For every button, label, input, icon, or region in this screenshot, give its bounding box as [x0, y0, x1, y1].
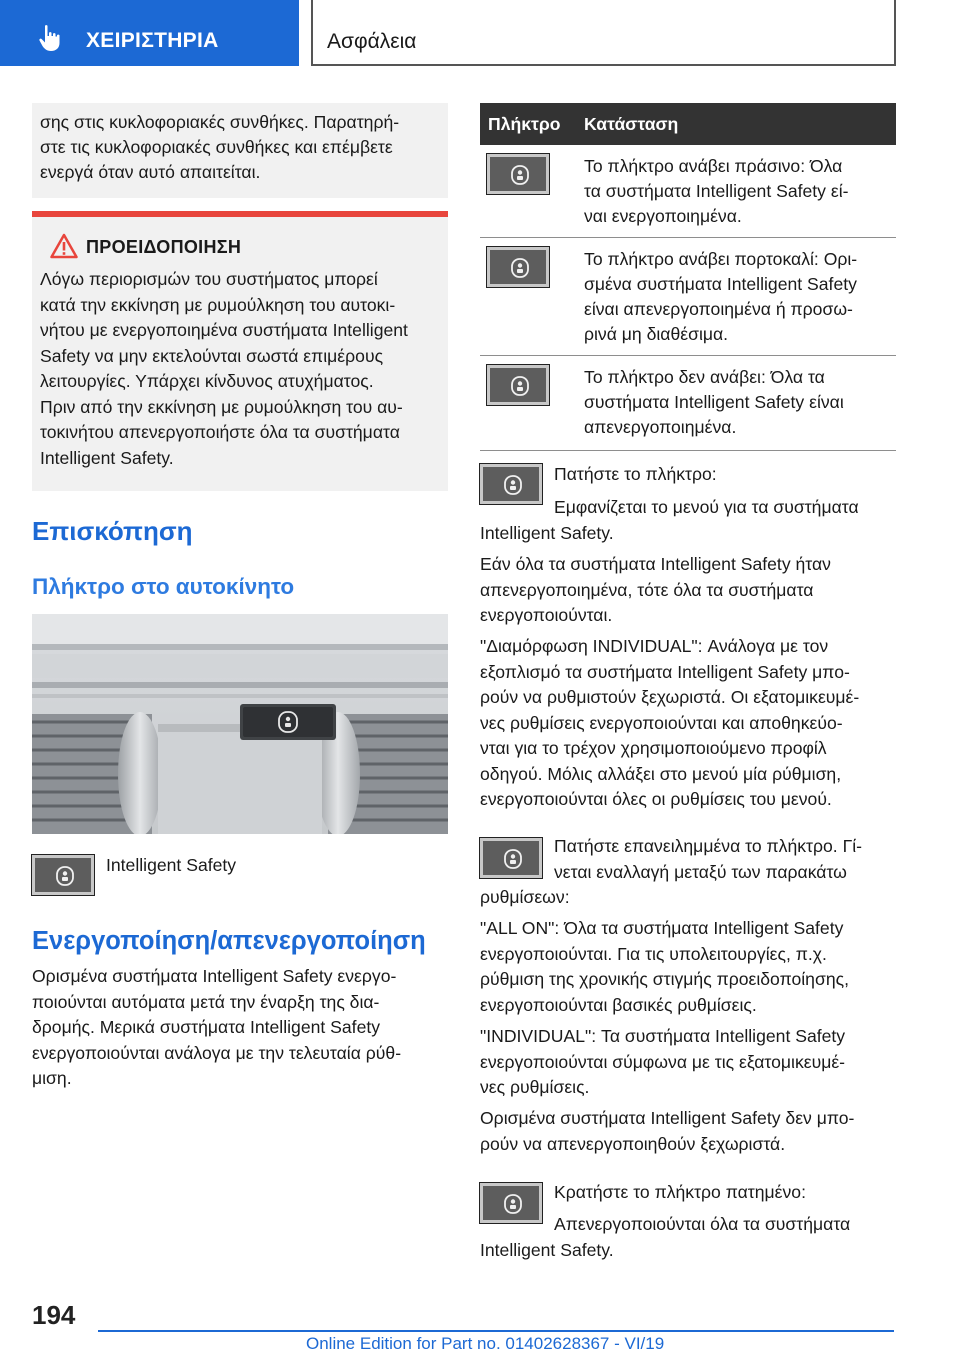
warning-line: Λόγω περιορισμών του συστήματος μπορεί [40, 269, 378, 289]
row-state-text [584, 154, 890, 229]
text-line: σμένα συστήματα Intelligent Safety [584, 274, 857, 294]
text-line: νεται εναλλαγή μεταξύ των παρακάτω [554, 861, 847, 882]
text-line: ρούν να ρυθμιστούν ξεχωριστά. Οι εξατομικευμέ- [480, 687, 860, 707]
key-label-row [32, 853, 448, 897]
warning-header [40, 233, 440, 261]
step1-paragraph [480, 552, 896, 629]
overview-subheading: Πλήκτρο στο αυτοκίνητο [32, 574, 295, 599]
step1-result [480, 495, 896, 546]
table-row [480, 238, 896, 356]
intelligent-safety-key [487, 247, 549, 287]
text-line: οδηγού. Μόλις αλλάξει στο μενού μία ρύθμιση, [480, 763, 842, 784]
intelligent-safety-icon [503, 475, 523, 495]
table-header [480, 103, 896, 145]
text-line: Ορισμένα συστήματα Intelligent Safety δεν μπο- [480, 1108, 855, 1128]
text-line: ποιούνται αυτόματα μετά την έναρξη της δια- [32, 991, 380, 1012]
intelligent-safety-icon [510, 165, 530, 185]
text-line: "ALL ON": Όλα τα συστήματα Intelligent Safety [480, 918, 844, 938]
text-line: Εάν όλα τα συστήματα Intelligent Safety ήταν [480, 554, 831, 574]
warning-line: Safety να μην εκτελούνται σωστά επιμέρους [40, 345, 384, 366]
intro-line: σης στις κυκλοφοριακές συνθήκες. Παρατηρή- [40, 112, 400, 132]
text-line: Intelligent Safety. [480, 522, 614, 543]
text-line: εξοπλισμό τα συστήματα Intelligent Safety μπο- [480, 661, 850, 682]
warning-text [40, 267, 440, 471]
text-line: ναι ενεργοποιημένα. [584, 206, 742, 226]
text-line: απενεργοποιημένα, τότε όλα τα συστήματα [480, 579, 814, 600]
intelligent-safety-icon [510, 258, 530, 278]
warning-box [32, 211, 448, 491]
text-line: νται για το τρέχον χρησιμοποιούμενο προφίλ [480, 738, 827, 758]
text-line: ρυθμίσεων: [480, 887, 570, 907]
table-row [480, 145, 896, 238]
warning-line: Intelligent Safety. [40, 447, 174, 468]
footer-edition: Online Edition for Part no. 01402628367 - VI/19 [306, 1334, 665, 1353]
row-state-text [584, 247, 890, 347]
text-line: ρινά μη διαθέσιμα. [584, 324, 729, 344]
text-line: ενεργοποιούνται σύμφωνα με τις εξατομικευμέ- [480, 1051, 846, 1072]
text-line: ενεργοποιούνται. [480, 605, 613, 625]
text-line: ρύθμιση της χρονικής στιγμής προειδοποίησης, [480, 969, 849, 989]
console-photo [32, 614, 448, 834]
text-line: δρομής. Μερικά συστήματα Intelligent Safety [32, 1017, 381, 1037]
text-line: απενεργοποιημένα. [584, 417, 737, 437]
text-line: νες ρυθμίσεις ενεργοποιούνται και αποθηκεύο- [480, 712, 843, 733]
intelligent-safety-icon [503, 1194, 523, 1214]
intro-line: ενεργά όταν αυτό απαιτείται. [40, 162, 261, 182]
row-state-text [584, 365, 890, 440]
text-line: Ορισμένα συστήματα Intelligent Safety ενεργο- [32, 966, 397, 986]
intro-box [32, 103, 448, 198]
column-header-state: Κατάσταση [584, 114, 679, 134]
warning-line: Πριν από την εκκίνηση με ρυμούλκηση του αυ- [40, 396, 403, 417]
key-label: Intelligent Safety [106, 855, 237, 875]
intro-line: στε τις κυκλοφοριακές συνθήκες και επέμβετε [40, 137, 393, 157]
warning-line: λειτουργίες. Υπάρχει κίνδυνος ατυχήματος. [40, 371, 374, 391]
step2-individual-paragraph [480, 1024, 896, 1101]
step2-instruction [480, 834, 896, 911]
text-line: Intelligent Safety. [480, 1239, 614, 1260]
intelligent-safety-icon [510, 376, 530, 396]
text-line: Εμφανίζεται το μενού για τα συστήματα [554, 497, 859, 517]
text-line: Απενεργοποιούνται όλα τα συστήματα [554, 1214, 851, 1234]
step3-instruction: Κρατήστε το πλήκτρο πατημένο: [554, 1182, 806, 1202]
text-line: Πατήστε επανειλημμένα το πλήκτρο. Γί- [554, 836, 863, 856]
warning-line: τοκινήτου απενεργοποιήστε όλα τα συστήματα [40, 422, 400, 442]
warning-title: ΠΡΟΕΙΔΟΠΟΙΗΣΗ [86, 237, 242, 257]
text-line: ενεργοποιούνται ανάλογα με την τελευταία ρύθ- [32, 1042, 402, 1063]
text-line: νες ρυθμίσεις. [480, 1077, 590, 1097]
column-header-key: Πλήκτρο [488, 114, 561, 134]
page-title: Ασφάλεια [327, 30, 417, 53]
activation-heading: Ενεργοποίηση/απενεργοποίηση [32, 927, 426, 955]
page-number: 194 [32, 1300, 76, 1330]
step1-individual-paragraph [480, 634, 900, 813]
intelligent-safety-icon [55, 866, 75, 886]
activation-text [32, 964, 448, 1092]
step3-result [480, 1212, 896, 1263]
text-line: ρούν να απενεργοποιηθούν ξεχωριστά. [480, 1133, 786, 1154]
step2-note-paragraph [480, 1106, 896, 1157]
step1-instruction: Πατήστε το πλήκτρο: [554, 464, 717, 484]
text-line: ενεργοποιούνται βασικές ρυθμίσεις. [480, 994, 757, 1015]
page-title-bar [311, 0, 896, 66]
text-line: Το πλήκτρο ανάβει πορτοκαλί: Ορι- [584, 249, 858, 269]
console-illustration [32, 614, 448, 834]
intelligent-safety-key [487, 365, 549, 405]
step2-all-on-paragraph [480, 916, 896, 1018]
text-line: "INDIVIDUAL": Τα συστήματα Intelligent Safety [480, 1026, 846, 1046]
text-line: Το πλήκτρο δεν ανάβει: Όλα τα [584, 367, 825, 387]
text-line: συστήματα Intelligent Safety είναι [584, 392, 844, 412]
text-line: "Διαμόρφωση INDIVIDUAL": Ανάλογα με τον [480, 636, 829, 656]
intelligent-safety-key [487, 154, 549, 194]
warning-triangle-icon [50, 233, 78, 259]
status-table [480, 103, 896, 451]
text-line: Το πλήκτρο ανάβει πράσινο: Όλα [584, 156, 843, 176]
warning-line: νήτου με ενεργοποιημένα συστήματα Intelligent [40, 320, 408, 340]
warning-line: κατά την εκκίνηση με ρυμούλκηση του αυτοκι- [40, 294, 396, 315]
text-line: τα συστήματα Intelligent Safety εί- [584, 181, 849, 201]
text-line: ενεργοποιούνται όλες οι ρυθμίσεις του μενού. [480, 789, 832, 809]
section-label: ΧΕΙΡΙΣΤΗΡΙΑ [86, 29, 219, 52]
text-line: μιση. [32, 1068, 72, 1088]
text-line: είναι απενεργοποιημένα ή προσω- [584, 299, 853, 319]
overview-heading: Επισκόπηση [32, 516, 193, 546]
section-tab[interactable] [0, 0, 299, 66]
intelligent-safety-key [32, 855, 94, 895]
footer-divider [98, 1330, 894, 1332]
hand-pointer-icon [38, 24, 64, 52]
table-row [480, 356, 896, 451]
text-line: ενεργοποιούνται. Για τις υπολειτουργίες, π.χ. [480, 943, 827, 964]
